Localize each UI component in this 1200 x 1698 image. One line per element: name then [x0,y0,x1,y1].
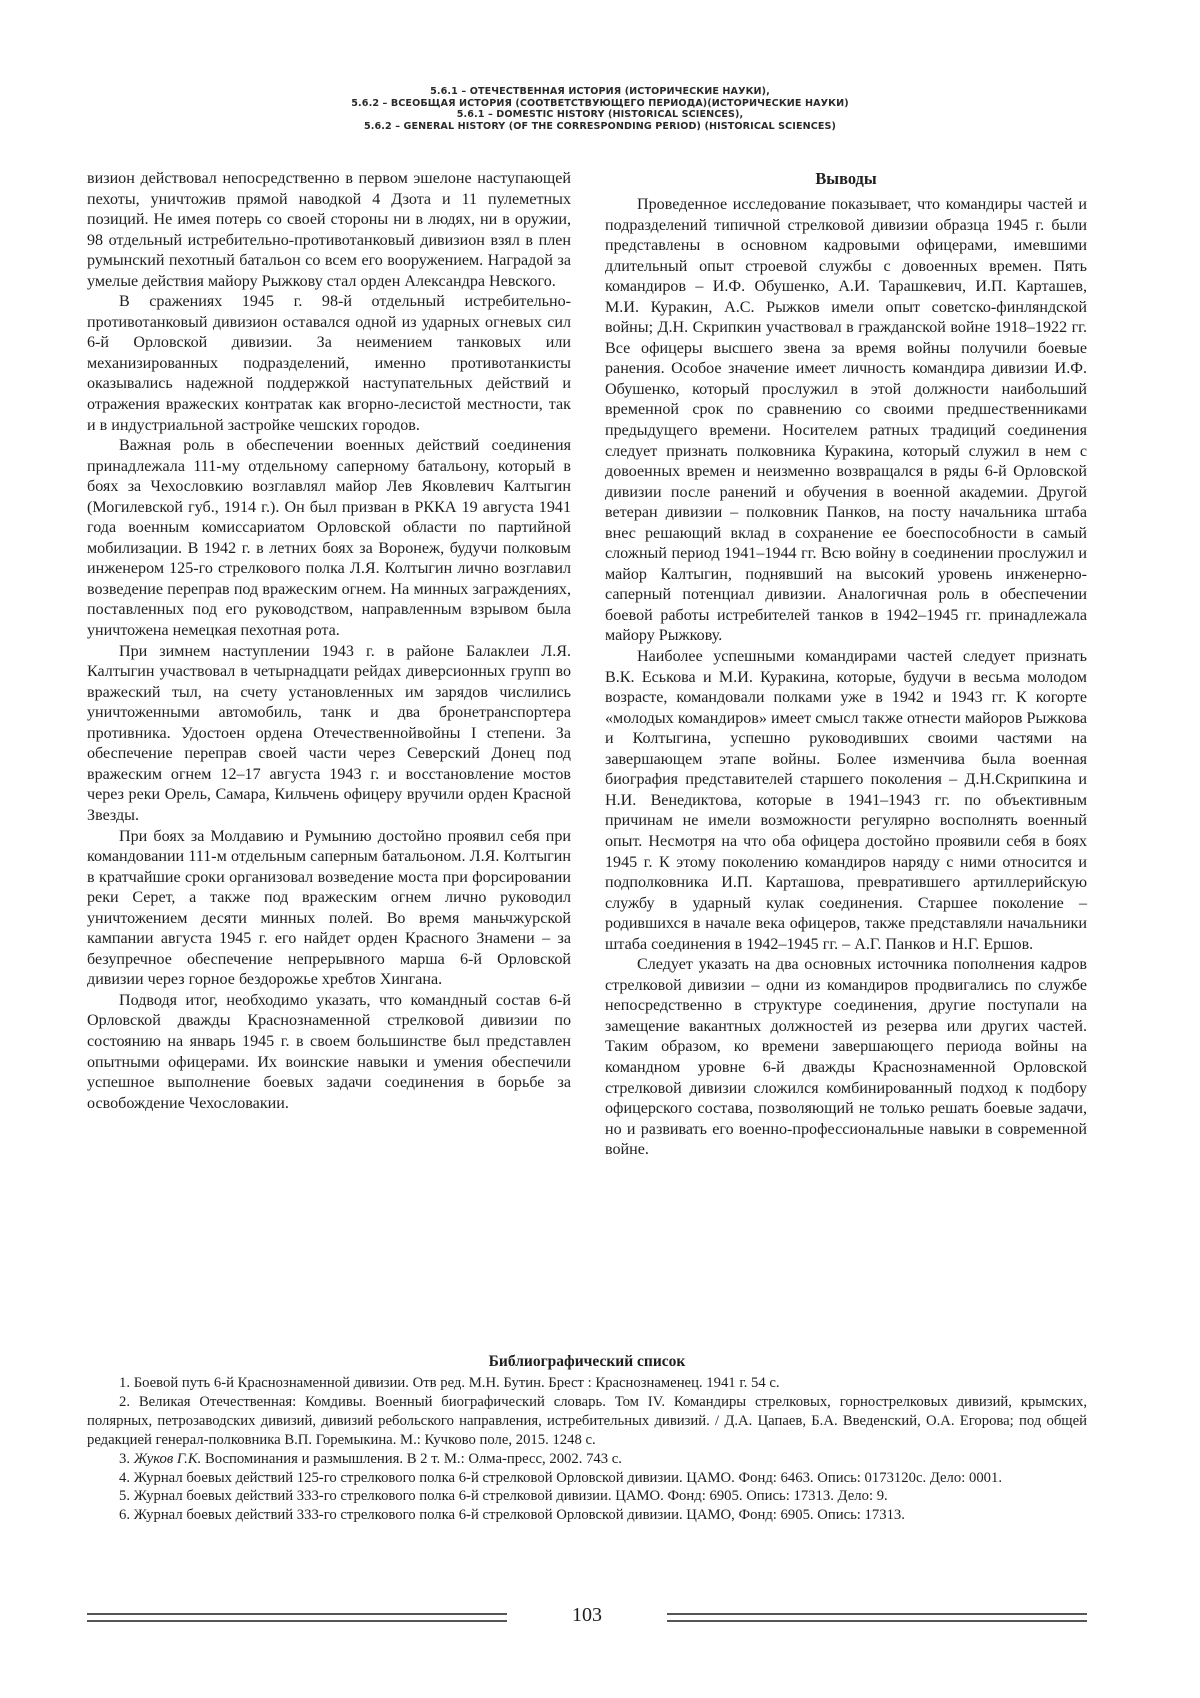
page-footer [87,1604,1087,1628]
left-paragraph-2: В сражениях 1945 г. 98-й отдельный истребительно-противотанковый дивизион оставался одной из ударных огневых сил 6-й Орловской дивизии. За неимением танковых или механизированных подразделений, именно противотанкисты оказывались надежной поддержкой наступательных действий и отражения вражеских контратак как вгорно-лесистой местности, так и в индустриальной застройке чешских городов. [87,293,571,434]
bibliography-item [87,1450,1087,1469]
right-paragraph-2: Наиболее успешными командирами частей следует признать В.К. Еськова и М.И. Куракина, которые, будучи в весьма молодом возрасте, командовали полками уже в 1942 и 1943 гг. К когорте «молодых командиров» имеет смысл также отнести майоров Рыжкова и Колтыгина, успешно руководивших своими частями на завершающем этапе войны. Более изменчива была военная биография представителей старшего поколения – Д.Н.Скрипкина и Н.И. Венедиктова, которые в 1941–1943 гг. по объективным причинам не имели возможности регулярно восполнять военный опыт. Несмотря на что оба офицера достойно проявили себя в боях 1945 г. К этому поколению командиров наряду с ними относится и подполковника И.П. Карташова, превратившего артиллерийскую службу в ударный кулак соединения. Старшее поколение – родившихся в начале века офицеров, также представляли начальники штаба соединения в 1942–1945 гг. – А.Г. Панков и Н.Г. Ершов. [605,648,1087,953]
right-paragraph-3: Следует указать на два основных источника пополнения кадров стрелковой дивизии – одни из командиров продвигались по службе непосредственно в структуре соединения, другие поступали на замещение вакантных должностей из резерва или других частей. Таким образом, ко времени завершающего периода войны на командном уровне 6-й дважды Краснознаменной Орловской стрелковой дивизии сложился комбинированный подход к подбору офицерского состава, позволяющий не только решать боевые задачи, но и развивать его военно-профессиональные навыки в современной войне. [605,956,1087,1159]
bibliography-item-number: 3. [119,1450,131,1467]
left-paragraph-4: При зимнем наступлении 1943 г. в районе Балаклеи Л.Я. Калтыгин участвовал в четырнадцати рейдах диверсионных групп во вражеский тыл, на счету установленных им зарядов числились уничтоженными автомобиль, танк и два бронетранспортера противника. Удостоен ордена Отечественнойвойны I степени. За обеспечение переправ своей части через Северский Донец под вражеским огнем 12–17 августа 1943 г. и восстановление мостов через реки Орель, Самара, Кильчень офицеру вручили орден Красной Звезды. [87,642,571,824]
left-paragraph-6: Подводя итог, необходимо указать, что командный состав 6-й Орловской дважды Краснознаменной стрелковой дивизии по состоянию на январь 1945 г. в своем большинстве был представлен опытными офицерами. Их воинские навыки и умения обеспечили успешное выполнение боевых задачи соединения в борьбе за освобождение Чехословакии. [87,991,571,1112]
bibliography [87,1352,1087,1525]
header-line-1: 5.6.1 – ОТЕЧЕСТВЕННАЯ ИСТОРИЯ (ИСТОРИЧЕСКИЕ НАУКИ), [430,86,770,97]
bibliography-item: 1. Боевой путь 6-й Краснознаменной дивизии. Отв ред. М.Н. Бутин. Брест : Краснознаменец. 1941 г. 54 с. [119,1375,780,1391]
header-line-4: 5.6.2 – GENERAL HISTORY (OF THE CORRESPONDING PERIOD) (HISTORICAL SCIENCES) [363,120,837,132]
conclusions-heading: Выводы [815,169,877,188]
bibliography-item-rest: Воспоминания и размышления. В 2 т. М.: Олма-пресс, 2002. 743 с. [201,1450,622,1467]
left-paragraph-1: визион действовал непосредственно в первом эшелоне наступающей пехоты, уничтожив прямой наводкой 4 Дзота и 11 пулеметных позиций. Не имея потерь со своей стороны ни в людях, ни в оружии, 98 отдельный истребительно-противотанковый дивизион взял в плен румынский пехотный батальон со всем его вооружением. Наградой за умелые действия майору Рыжкову стал орден Александра Невского. [87,170,571,290]
bibliography-item: 2. Великая Отечественная: Комдивы. Военный биографический словарь. Том IV. Командиры стрелковых, горнострелковых дивизий, крымских, полярных, петрозаводских дивизий, дивизий ребольского направления, истребительных дивизий. / Д.А. Цапаев, Б.А. Введенский, О.А. Егорова; под общей редакцией генерал-полковника В.П. Горемыкина. М.: Кучково поле, 2015. 1248 с. [87,1393,1087,1448]
running-header [0,86,1200,132]
footer-rule-right [667,1613,1087,1622]
bibliography-item-author: Жуков Г.К. [133,1450,202,1467]
bibliography-item: 6. Журнал боевых действий 333-го стрелкового полка 6-й стрелковой Орловской дивизии. ЦАМО, Фонд: 6905. Опись: 17313. [119,1507,905,1524]
page-number: 103 [572,1604,602,1626]
left-paragraph-3: Важная роль в обеспечении военных действий соединения принадлежала 111-му отдельному саперному батальону, который в боях за Чехословкию возглавлял майор Лев Яковлевич Калтыгин (Могилевской губ., 1914 г.). Он был призван в РККА 19 августа 1941 года военным комиссариатом Орловской области по партийной мобилизации. В 1942 г. в летних боях за Воронеж, будучи полковым инженером 125-го стрелкового полка Л.Я. Колтыгин лично возглавил возведение переправ под вражеским огнем. На минных заграждениях, поставленных под его руководством, направленным взрывом была уничтожена немецкая пехотная рота. [87,437,571,640]
bibliography-item: 5. Журнал боевых действий 333-го стрелкового полка 6-й стрелковой дивизии. ЦАМО. Фонд: 6905. Опись: 17313. Дело: 9. [119,1488,888,1505]
bibliography-heading: Библиографический список [488,1353,686,1370]
header-line-2: 5.6.2 – ВСЕОБЩАЯ ИСТОРИЯ (СООТВЕТСТВУЮЩЕГО ПЕРИОДА)(ИСТОРИЧЕСКИЕ НАУКИ) [351,97,849,109]
bibliography-item: 4. Журнал боевых действий 125-го стрелкового полка 6-й стрелковой Орловской дивизии. ЦАМО. Фонд: 6463. Опись: 0173120с. Дело: 0001. [119,1469,1003,1486]
left-column [87,169,571,1114]
right-column [605,169,1087,1161]
header-line-3: 5.6.1 – DOMESTIC HISTORY (HISTORICAL SCIENCES), [456,109,744,120]
right-paragraph-1: Проведенное исследование показывает, что командиры частей и подразделений типичной стрелковой дивизии образца 1945 г. были представлены в основном кадровыми офицерами, имевшими длительный опыт строевой службы с довоенных времен. Пять командиров – И.Ф. Обушенко, А.И. Тарашкевич, И.П. Карташев, М.И. Куракин, А.С. Рыжков имели опыт советско-финляндской войны; Д.Н. Скрипкин участвовал в гражданской войне 1918–1922 гг. Все офицеры высшего звена за время войны получили боевые ранения. Особое значение имеет личность командира дивизии И.Ф. Обушенко, который прослужил в этой должности наибольший временной срок по сравнению со своими предшественниками предыдущего времени. Носителем ратных традиций соединения следует признать полковника Куракина, который служил в нем с довоенных времен и неизменно возвращался в ряды 6-й Орловской дивизии после ранений и обучения в военной академии. Другой ветеран дивизии – полковник Панков, на посту начальника штаба внес решающий вклад в сохранение ее боеспособности в самый сложный период 1941–1944 гг. Всю войну в соединении прослужил и майор Калтыгин, поднявший на высокий уровень инженерно-саперный потенциал дивизии. Аналогичная роль в обеспечении боевой работы истребителей танков в 1942–1945 гг. принадлежала майору Рыжкову. [605,196,1087,645]
left-paragraph-5: При боях за Молдавию и Румынию достойно проявил себя при командовании 111-м отдельным саперным батальоном. Л.Я. Колтыгин в кратчайшие сроки организовал возведение моста при форсировании реки Серет, а также под вражеским огнем лично руководил уничтожением десяти минных полей. Во время маньчжурской кампании августа 1945 г. его найдет орден Красного Знамени – за безупречное обеспечение непрерывного марша 6-й Орловской дивизии через горное бездорожье хребтов Хингана. [87,827,571,989]
